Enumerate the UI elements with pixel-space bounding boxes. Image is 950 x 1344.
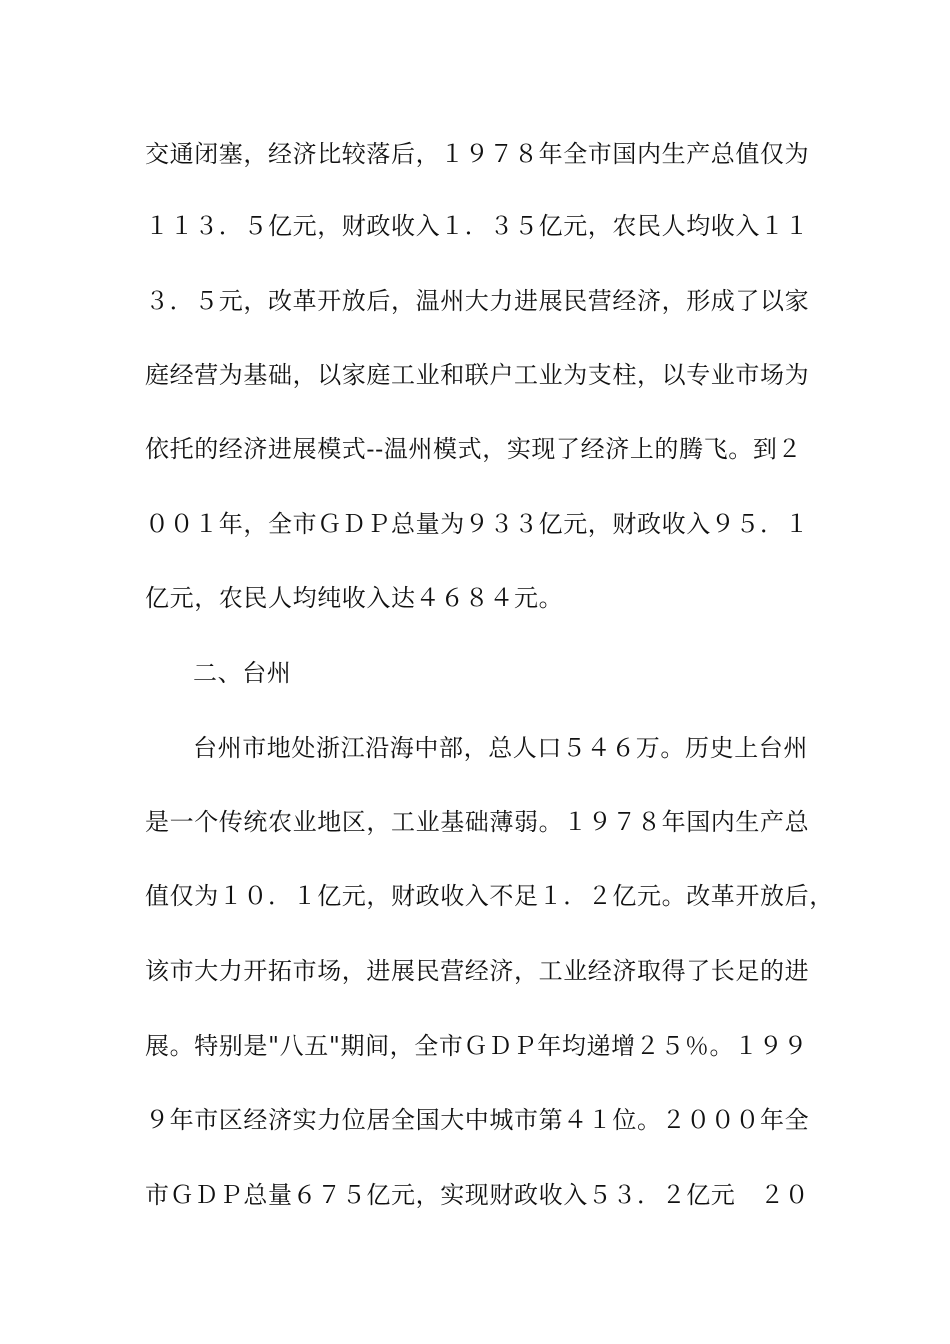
text-line: 是一个传统农业地区，工业基础薄弱。１９７８年国内生产总	[145, 808, 810, 836]
text-line: ３．５元，改革开放后，温州大力进展民营经济，形成了以家	[145, 287, 810, 315]
text-line: ９年市区经济实力位居全国大中城市第４１位。２０００年全	[145, 1106, 810, 1134]
text-line: 依托的经济进展模式--温州模式，实现了经济上的腾飞。到２	[145, 435, 803, 463]
text-line: １１３．５亿元，财政收入１．３５亿元，农民人均收入１１	[145, 212, 810, 240]
text-line: 值仅为１０．１亿元，财政收入不足１．２亿元。改革开放后，	[145, 882, 834, 910]
text-line: 亿元，农民人均纯收入达４６８４元。	[145, 584, 564, 612]
text-line: ００１年，全市ＧＤＰ总量为９３３亿元，财政收入９５．１	[145, 510, 810, 538]
text-line: 庭经营为基础，以家庭工业和联户工业为支柱，以专业市场为	[145, 361, 810, 389]
text-line: 交通闭塞，经济比较落后，１９７８年全市国内生产总值仅为	[145, 140, 810, 168]
text-line: 展。特别是"八五"期间，全市ＧＤＰ年均递增２５％。１９９	[145, 1032, 808, 1060]
section-heading: 二、台州	[193, 659, 292, 687]
text-line: 市ＧＤＰ总量６７５亿元，实现财政收入５３．２亿元 ２０	[145, 1181, 810, 1209]
text-line: 台州市地处浙江沿海中部，总人口５４６万。历史上台州	[193, 734, 808, 762]
text-line: 该市大力开拓市场，进展民营经济，工业经济取得了长足的进	[145, 957, 810, 985]
